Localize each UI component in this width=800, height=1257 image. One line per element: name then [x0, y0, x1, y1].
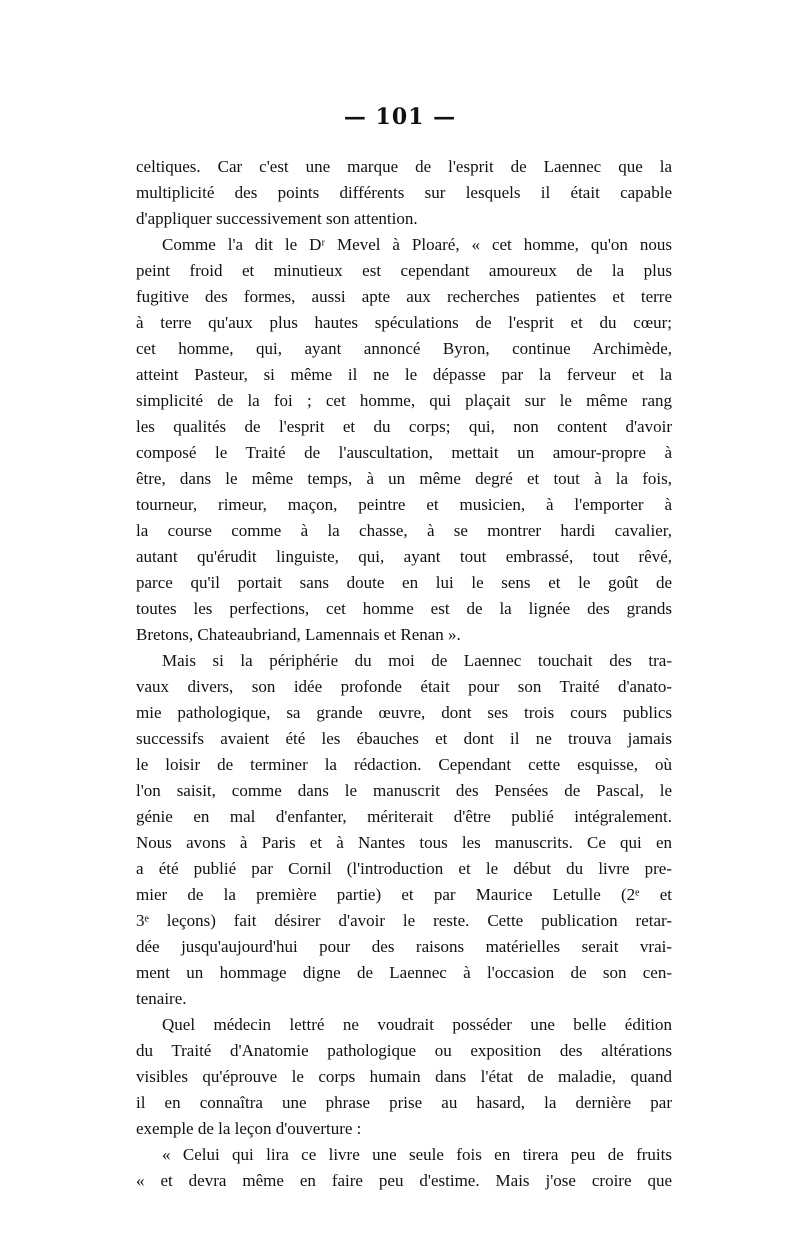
text-line: Bretons, Chateaubriand, Lamennais et Renan ».	[136, 625, 461, 644]
text-line: génie en mal d'enfanter, mériterait d'être publié intégralement.	[136, 807, 672, 826]
text-line: l'on saisit, comme dans le manuscrit des Pensées de Pascal, le	[136, 781, 672, 800]
page-number: — 101 —	[343, 104, 457, 130]
text-line: Nous avons à Paris et à Nantes tous les manuscrits. Ce qui en	[136, 833, 672, 852]
text-line: composé le Traité de l'auscultation, mettait un amour-propre à	[136, 443, 672, 462]
text-line: « Celui qui lira ce livre une seule fois en tirera peu de fruits	[162, 1145, 672, 1164]
text-line: celtiques. Car c'est une marque de l'esprit de Laennec que la	[136, 157, 672, 176]
text-line: simplicité de la foi ; cet homme, qui plaçait sur le même rang	[136, 391, 672, 410]
text-line: Mais si la périphérie du moi de Laennec touchait des tra-	[162, 651, 672, 670]
text-line: les qualités de l'esprit et du corps; qui, non content d'avoir	[136, 417, 672, 436]
text-line: successifs avaient été les ébauches et dont il ne trouva jamais	[136, 729, 672, 748]
text-line: exemple de la leçon d'ouverture :	[136, 1119, 362, 1138]
text-line: d'appliquer successivement son attention.	[136, 209, 418, 228]
text-line: dée jusqu'aujourd'hui pour des raisons matérielles serait vrai-	[136, 937, 672, 956]
body-text	[136, 154, 672, 1194]
text-line: être, dans le même temps, à un même degré et tout à la fois,	[136, 469, 672, 488]
text-line: toutes les perfections, cet homme est de la lignée des grands	[136, 599, 672, 618]
text-line: Quel médecin lettré ne voudrait posséder une belle édition	[162, 1015, 672, 1034]
text-line: du Traité d'Anatomie pathologique ou exposition des altérations	[136, 1041, 672, 1060]
text-line: vaux divers, son idée profonde était pour son Traité d'anato-	[136, 677, 672, 696]
text-line: parce qu'il portait sans doute en lui le sens et le goût de	[136, 573, 672, 592]
text-line: visibles qu'éprouve le corps humain dans l'état de maladie, quand	[136, 1067, 672, 1086]
text-line: la course comme à la chasse, à se montrer hardi cavalier,	[136, 521, 672, 540]
text-line: le loisir de terminer la rédaction. Cependant cette esquisse, où	[136, 755, 672, 774]
text-line: « et devra même en faire peu d'estime. Mais j'ose croire que	[136, 1171, 672, 1190]
text-line: a été publié par Cornil (l'introduction et le début du livre pre-	[136, 859, 672, 878]
text-line: multiplicité des points différents sur lesquels il était capable	[136, 183, 672, 202]
text-line: mier de la première partie) et par Maurice Letulle (2ᵉ et	[136, 885, 672, 904]
text-line: fugitive des formes, aussi apte aux recherches patientes et terre	[136, 287, 672, 306]
text-line: 3ᵉ leçons) fait désirer d'avoir le reste. Cette publication retar-	[136, 911, 672, 930]
text-line: peint froid et minutieux est cependant amoureux de la plus	[136, 261, 672, 280]
text-line: ment un hommage digne de Laennec à l'occasion de son cen-	[136, 963, 672, 982]
text-line: tenaire.	[136, 989, 187, 1008]
text-line: mie pathologique, sa grande œuvre, dont ses trois cours publics	[136, 703, 672, 722]
text-line: Comme l'a dit le Dʳ Mevel à Ploaré, « cet homme, qu'on nous	[162, 235, 672, 254]
text-line: autant qu'érudit linguiste, qui, ayant tout embrassé, tout rêvé,	[136, 547, 672, 566]
text-line: à terre qu'aux plus hautes spéculations de l'esprit et du cœur;	[136, 313, 672, 332]
text-line: atteint Pasteur, si même il ne le dépasse par la ferveur et la	[136, 365, 672, 384]
text-line: tourneur, rimeur, maçon, peintre et musicien, à l'emporter à	[136, 495, 672, 514]
text-line: cet homme, qui, ayant annoncé Byron, continue Archimède,	[136, 339, 672, 358]
text-line: il en connaîtra une phrase prise au hasard, la dernière par	[136, 1093, 672, 1112]
